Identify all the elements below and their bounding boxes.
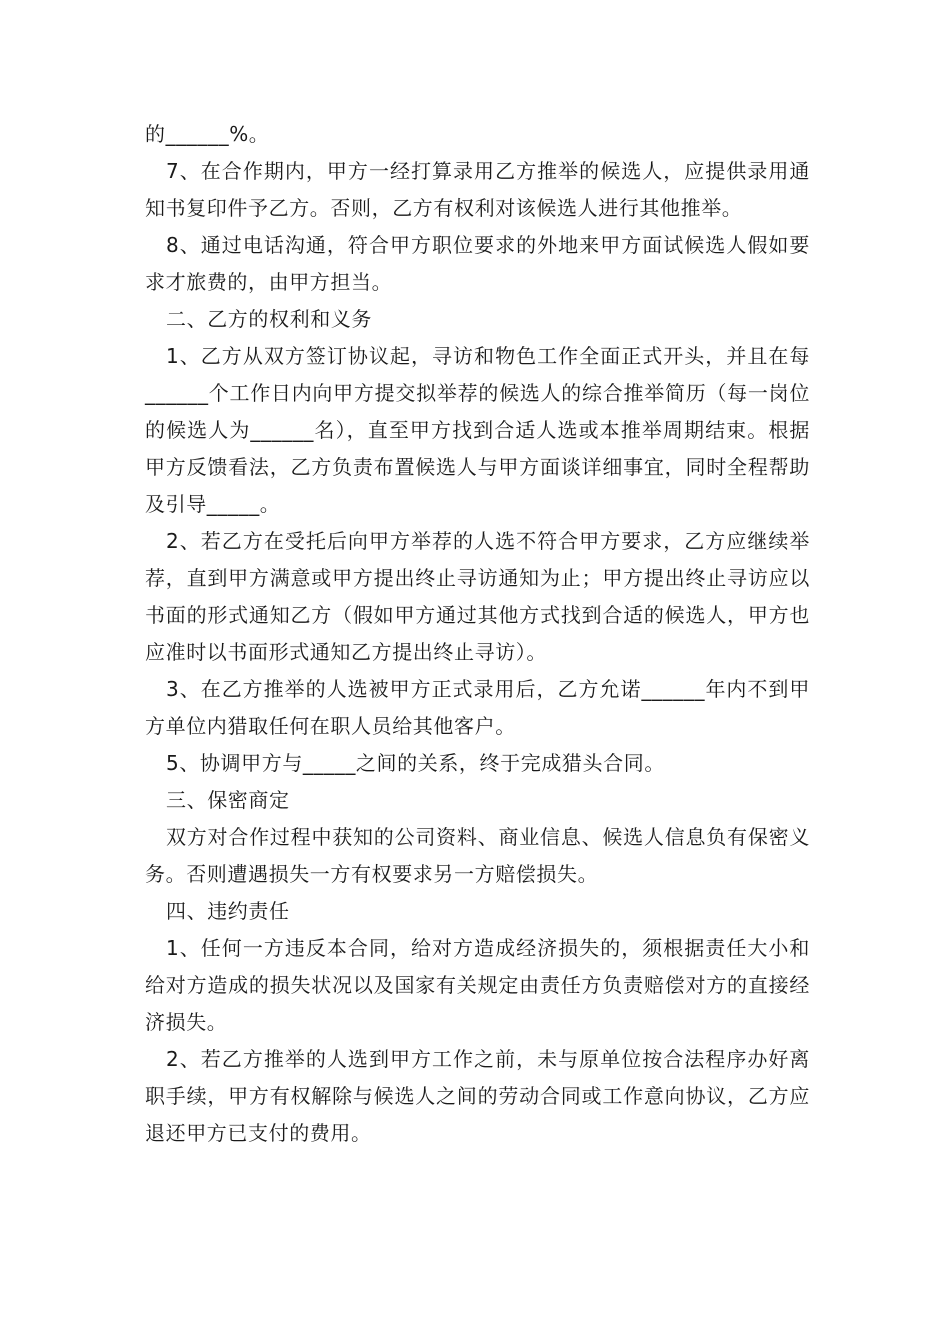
section-2-clause-5: 5、协调甲方与_____之间的关系，终于完成猎头合同。	[166, 751, 665, 775]
clause-7: 7、在合作期内，甲方一经打算录用乙方推举的候选人，应提供录用通知书复印件予乙方。否则，乙方有权利对该候选人进行其他推举。	[145, 159, 810, 220]
section-heading-2: 二、乙方的权利和义务	[166, 307, 372, 331]
section-4-clause-2: 2、若乙方推举的人选到甲方工作之前，未与原单位按合法程序办好离职手续，甲方有权解除与候选人之间的劳动合同或工作意向协议，乙方应退还甲方已支付的费用。	[145, 1047, 810, 1145]
section-4-clause-1: 1、任何一方违反本合同，给对方造成经济损失的，须根据责任大小和给对方造成的损失状况以及国家有关规定由责任方负责赔偿对方的直接经济损失。	[145, 936, 810, 1034]
clause-8: 8、通过电话沟通，符合甲方职位要求的外地来甲方面试候选人假如要求才旅费的，由甲方担当。	[145, 233, 810, 294]
section-heading-3: 三、保密商定	[166, 788, 290, 812]
section-2-clause-2: 2、若乙方在受托后向甲方举荐的人选不符合甲方要求，乙方应继续举荐，直到甲方满意或甲方提出终止寻访通知为止；甲方提出终止寻访应以书面的形式通知乙方（假如甲方通过其他方式找到合适的候选人，甲方也应准时以书面形式通知乙方提出终止寻访）。	[145, 529, 810, 664]
document-body	[145, 116, 810, 1152]
section-2-clause-1: 1、乙方从双方签订协议起，寻访和物色工作全面正式开头，并且在每______个工作日内向甲方提交拟举荐的候选人的综合推举简历（每一岗位的候选人为______名），直至甲方找到合适人选或本推举周期结束。根据甲方反馈看法，乙方负责布置候选人与甲方面谈详细事宜，同时全程帮助及引导_____。	[145, 344, 810, 516]
paragraph-continuation: 的______%。	[145, 122, 270, 146]
section-2-clause-3: 3、在乙方推举的人选被甲方正式录用后，乙方允诺______年内不到甲方单位内猎取任何在职人员给其他客户。	[145, 677, 810, 738]
section-heading-4: 四、违约责任	[166, 899, 290, 923]
section-3-body: 双方对合作过程中获知的公司资料、商业信息、候选人信息负有保密义务。否则遭遇损失一方有权要求另一方赔偿损失。	[145, 825, 810, 886]
